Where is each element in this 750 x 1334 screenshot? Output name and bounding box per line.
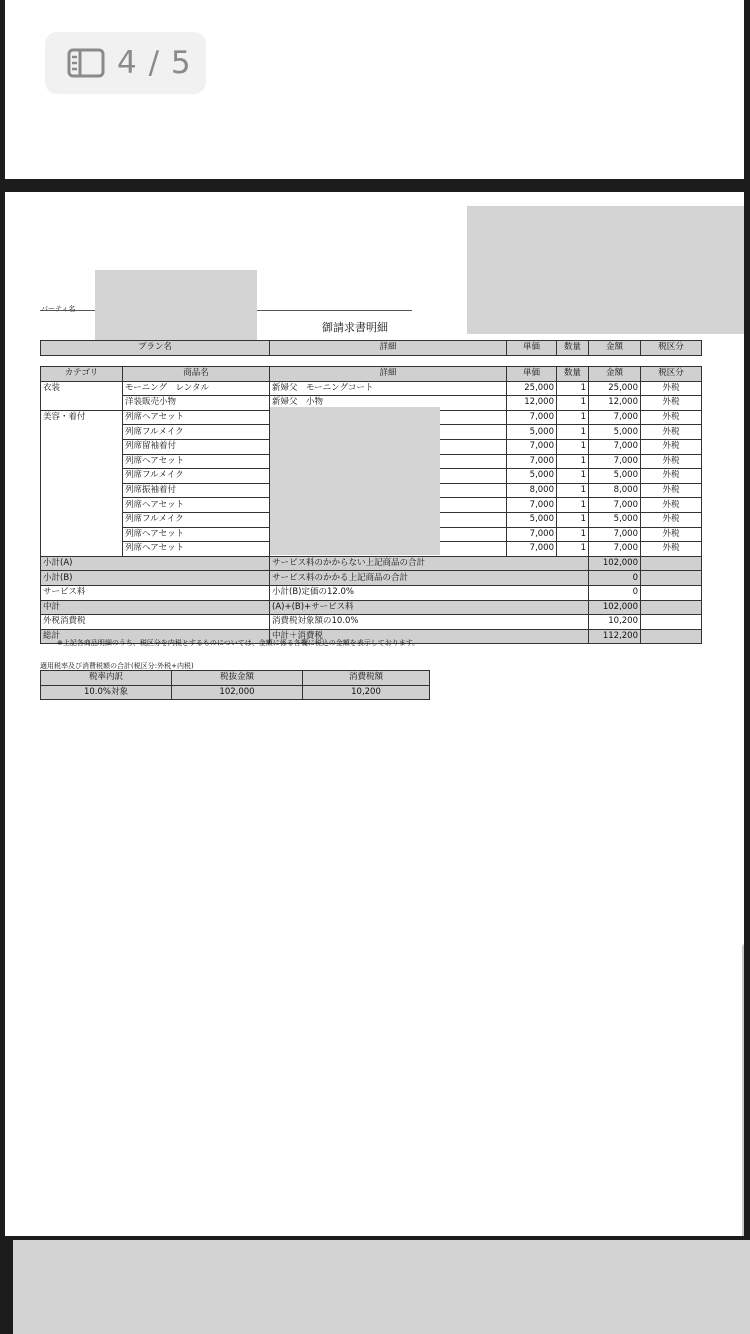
product-cell: 列席留袖着付 [123, 439, 270, 454]
unit-price-cell: 8,000 [507, 483, 557, 498]
table-header-row [41, 367, 702, 382]
summary-detail: (A)+(B)+サービス料 [270, 600, 589, 615]
product-cell: 列席ヘアセット [123, 542, 270, 557]
summary-amount: 112,200 [589, 629, 641, 644]
sidebar-icon [67, 48, 105, 78]
tax-type-cell: 外税 [641, 527, 702, 542]
amount-cell: 5,000 [589, 512, 641, 527]
amount-cell: 12,000 [589, 396, 641, 411]
summary-detail: サービス料のかかる上記商品の合計 [270, 571, 589, 586]
tax-type-cell: 外税 [641, 542, 702, 557]
party-name-label: パーティ名 [41, 305, 76, 313]
summary-detail: 中計＋消費税 [270, 629, 589, 644]
tax-type-cell: 外税 [641, 454, 702, 469]
tax-rate-table [40, 670, 430, 700]
tax-amount-cell: 10,200 [303, 685, 430, 700]
summary-tax-cell [641, 615, 702, 630]
summary-row [41, 600, 702, 615]
summary-label: 中計 [41, 600, 270, 615]
summary-amount: 102,000 [589, 600, 641, 615]
amount-cell: 5,000 [589, 469, 641, 484]
plan-header-table [40, 340, 702, 356]
tax-type-cell: 外税 [641, 410, 702, 425]
unit-price-cell: 7,000 [507, 454, 557, 469]
summary-row [41, 585, 702, 600]
quantity-cell: 1 [557, 381, 589, 396]
amount-cell: 5,000 [589, 425, 641, 440]
unit-price-cell: 5,000 [507, 469, 557, 484]
summary-tax-cell [641, 585, 702, 600]
amount-cell: 7,000 [589, 527, 641, 542]
redaction-block [467, 206, 744, 334]
summary-detail: 消費税対象額の10.0% [270, 615, 589, 630]
quantity-cell: 1 [557, 396, 589, 411]
summary-label: 小計(A) [41, 556, 270, 571]
product-cell: 列席振袖着付 [123, 483, 270, 498]
table-row [41, 381, 702, 396]
summary-amount: 10,200 [589, 615, 641, 630]
previous-page [5, 0, 744, 179]
category-cell: 美容・着付 [41, 410, 123, 556]
unit-price-cell: 7,000 [507, 439, 557, 454]
next-page [13, 1240, 750, 1334]
amount-cell: 8,000 [589, 483, 641, 498]
quantity-cell: 1 [557, 469, 589, 484]
unit-price-cell: 5,000 [507, 512, 557, 527]
column-header: カテゴリ [41, 367, 123, 382]
product-cell: 列席ヘアセット [123, 498, 270, 513]
quantity-cell: 1 [557, 439, 589, 454]
unit-price-cell: 7,000 [507, 498, 557, 513]
unit-price-header: 単価 [507, 341, 557, 356]
quantity-cell: 1 [557, 425, 589, 440]
summary-row [41, 615, 702, 630]
summary-tax-cell [641, 629, 702, 644]
summary-detail: 小計(B)定価の12.0% [270, 585, 589, 600]
detail-cell: 新婦父 モーニングコート [270, 381, 507, 396]
product-cell: 列席ヘアセット [123, 410, 270, 425]
column-header: 税抜金額 [172, 671, 303, 686]
page-indicator-text: 4 / 5 [117, 45, 192, 81]
summary-label: 外税消費税 [41, 615, 270, 630]
product-cell: 列席フルメイク [123, 512, 270, 527]
column-header: 単価 [507, 367, 557, 382]
summary-tax-cell [641, 571, 702, 586]
page-indicator[interactable] [45, 32, 206, 94]
scrollbar[interactable] [742, 944, 744, 1236]
column-header: 消費税額 [303, 671, 430, 686]
column-header: 詳細 [270, 367, 507, 382]
amount-cell: 7,000 [589, 454, 641, 469]
summary-row [41, 556, 702, 571]
quantity-cell: 1 [557, 454, 589, 469]
column-header: 数量 [557, 367, 589, 382]
summary-amount: 0 [589, 585, 641, 600]
column-header: 金額 [589, 367, 641, 382]
quantity-cell: 1 [557, 542, 589, 557]
column-header: 商品名 [123, 367, 270, 382]
tax-type-header: 税区分 [641, 341, 702, 356]
quantity-cell: 1 [557, 512, 589, 527]
product-cell: 列席フルメイク [123, 425, 270, 440]
unit-price-cell: 25,000 [507, 381, 557, 396]
product-cell: 列席ヘアセット [123, 527, 270, 542]
unit-price-cell: 7,000 [507, 527, 557, 542]
tax-type-cell: 外税 [641, 469, 702, 484]
tax-type-cell: 外税 [641, 498, 702, 513]
quantity-cell: 1 [557, 483, 589, 498]
column-header: 税率内訳 [41, 671, 172, 686]
quantity-cell: 1 [557, 527, 589, 542]
summary-row [41, 571, 702, 586]
tax-type-cell: 外税 [641, 381, 702, 396]
amount-cell: 25,000 [589, 381, 641, 396]
invoice-page [5, 192, 744, 1236]
tax-rate-header-row [41, 671, 430, 686]
detail-cell: 新婦父 小物 [270, 396, 507, 411]
amount-cell: 7,000 [589, 439, 641, 454]
summary-tax-cell [641, 556, 702, 571]
taxable-amount-cell: 102,000 [172, 685, 303, 700]
summary-label: 小計(B) [41, 571, 270, 586]
plan-name-header: プラン名 [41, 341, 270, 356]
unit-price-cell: 7,000 [507, 410, 557, 425]
summary-label: サービス料 [41, 585, 270, 600]
redaction-block [270, 407, 440, 555]
product-cell: 列席フルメイク [123, 469, 270, 484]
summary-amount: 0 [589, 571, 641, 586]
summary-tax-cell [641, 600, 702, 615]
tax-rate-cell: 10.0%対象 [41, 685, 172, 700]
summary-label: 総計 [41, 629, 270, 644]
tax-note: ※上記各商品明細のうち、税区分を内税とするものについては、金額に係る各欄に税込の金額を表示しております。 [57, 639, 420, 647]
quantity-cell: 1 [557, 498, 589, 513]
redaction-block [95, 270, 257, 342]
tax-type-cell: 外税 [641, 396, 702, 411]
amount-cell: 7,000 [589, 498, 641, 513]
detail-header: 詳細 [270, 341, 507, 356]
category-cell: 衣装 [41, 381, 123, 410]
tax-type-cell: 外税 [641, 439, 702, 454]
summary-detail: サービス料のかからない上記商品の合計 [270, 556, 589, 571]
summary-amount: 102,000 [589, 556, 641, 571]
tax-type-cell: 外税 [641, 425, 702, 440]
product-cell: 列席ヘアセット [123, 454, 270, 469]
amount-cell: 7,000 [589, 542, 641, 557]
quantity-cell: 1 [557, 410, 589, 425]
amount-cell: 7,000 [589, 410, 641, 425]
tax-rate-caption: 適用税率及び消費税額の合計(税区分:外税+内税) [40, 662, 194, 670]
tax-rate-row [41, 685, 430, 700]
amount-header: 金額 [589, 341, 641, 356]
column-header: 税区分 [641, 367, 702, 382]
product-cell: 洋装販売小物 [123, 396, 270, 411]
tax-type-cell: 外税 [641, 483, 702, 498]
invoice-title: 御請求書明細 [322, 321, 388, 334]
unit-price-cell: 7,000 [507, 542, 557, 557]
quantity-header: 数量 [557, 341, 589, 356]
product-cell: モーニング レンタル [123, 381, 270, 396]
unit-price-cell: 5,000 [507, 425, 557, 440]
tax-type-cell: 外税 [641, 512, 702, 527]
unit-price-cell: 12,000 [507, 396, 557, 411]
